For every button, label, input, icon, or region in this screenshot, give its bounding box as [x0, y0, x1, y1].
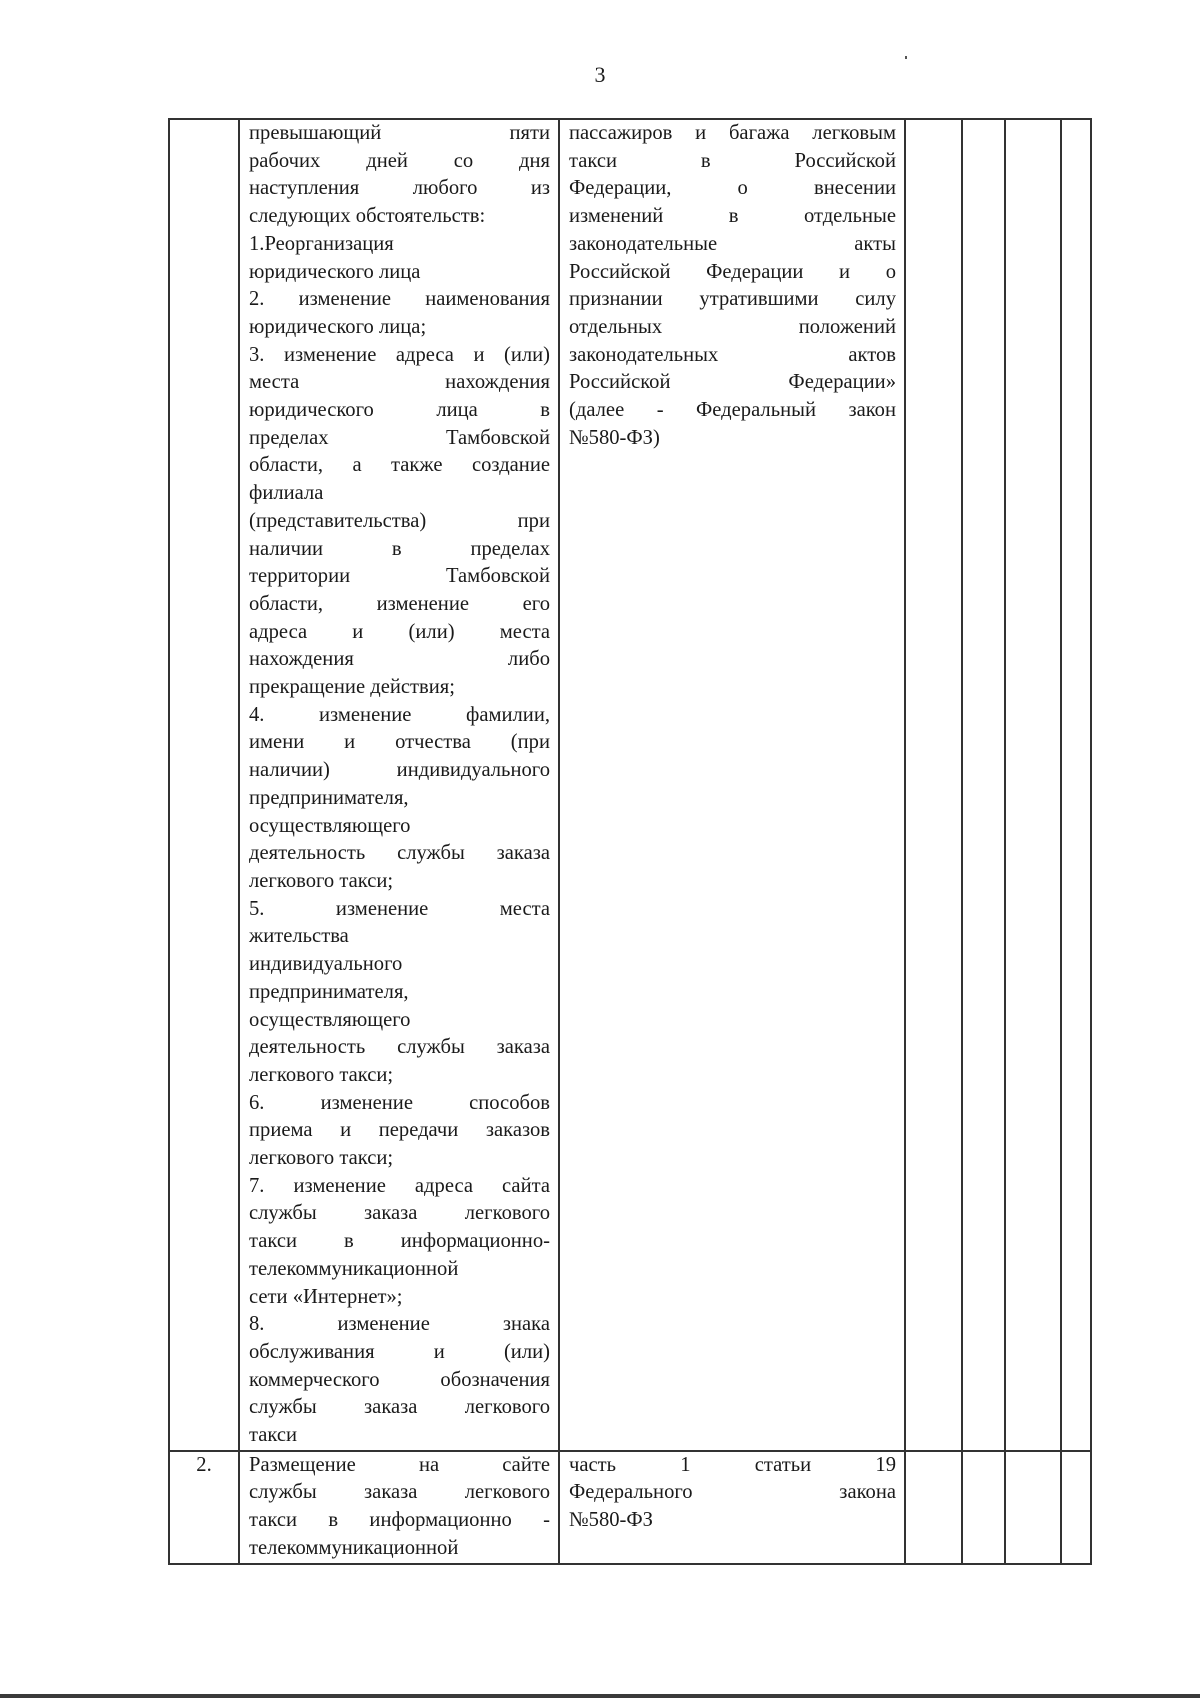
description-line: имени и отчества (при [249, 731, 550, 754]
description-line: такси [249, 1424, 298, 1447]
description-line: наличии в пределах [249, 537, 550, 560]
description-line: рабочих дней со дня [249, 149, 550, 172]
legal-basis-line: законодательные акты [569, 232, 896, 255]
description-line: предпринимателя, [249, 980, 409, 1003]
description-line: сети «Интернет»; [249, 1285, 403, 1308]
description-line: легкового такси; [249, 1147, 394, 1170]
description-line: превышающий пяти [249, 122, 550, 144]
empty-cell [905, 1451, 962, 1564]
description-line: легкового такси; [249, 869, 394, 892]
bottom-rule [0, 1694, 1200, 1698]
description-line: службы заказа легкового [249, 1396, 550, 1419]
description-line: прекращение действия; [249, 676, 455, 699]
description-line: наступления любого из [249, 177, 550, 200]
description-cell [239, 1451, 559, 1564]
description-line: места нахождения [249, 371, 550, 394]
legal-basis-line: Федерального закона [569, 1481, 896, 1504]
legal-basis-line: №580-ФЗ [569, 1509, 653, 1532]
description-line: осуществляющего [249, 814, 411, 837]
legal-basis-line: часть 1 статьи 19 [569, 1453, 896, 1476]
description-line: службы заказа легкового [249, 1202, 550, 1225]
description-line: 4. изменение фамилии, [249, 703, 550, 726]
description-line: 8. изменение знака [249, 1313, 550, 1336]
row-number-cell [169, 1451, 239, 1564]
legal-basis-line: (далее - Федеральный закон [569, 399, 896, 422]
legal-basis-cell [559, 1451, 905, 1564]
description-line: области, изменение его [249, 592, 550, 615]
empty-cell [1005, 1451, 1061, 1564]
description-line: телекоммуникационной [249, 1536, 459, 1559]
description-cell [239, 119, 559, 1451]
requirements-table [168, 118, 1092, 1565]
description-line: области, а также создание [249, 454, 550, 477]
legal-basis-line: отдельных положений [569, 315, 896, 338]
empty-cell [1061, 1451, 1091, 1564]
legal-basis-line: признании утратившими силу [569, 288, 896, 311]
description-line: индивидуального [249, 953, 403, 976]
description-line: телекоммуникационной [249, 1257, 459, 1280]
description-line: адреса и (или) места [249, 620, 550, 643]
description-line: приема и передачи заказов [249, 1119, 550, 1142]
description-line: 1.Реорганизация [249, 232, 394, 255]
description-line: юридического лица [249, 260, 421, 283]
description-line: коммерческого обозначения [249, 1368, 550, 1391]
description-line: пределах Тамбовской [249, 426, 550, 449]
legal-basis-cell [559, 119, 905, 1451]
description-line: деятельность службы заказа [249, 842, 550, 865]
description-line: службы заказа легкового [249, 1481, 550, 1504]
description-line: юридического лица; [249, 315, 427, 338]
description-line: такси в информационно- [249, 1230, 550, 1253]
legal-basis-line: №580-ФЗ) [569, 426, 660, 449]
legal-basis-line: законодательных актов [569, 343, 896, 366]
table-row [169, 1451, 1091, 1564]
description-line: такси в информационно - [249, 1509, 550, 1532]
description-line: 2. изменение наименования [249, 288, 550, 311]
description-line: 6. изменение способов [249, 1091, 550, 1114]
legal-basis-line: такси в Российской [569, 149, 896, 172]
legal-basis-line: пассажиров и багажа легковым [569, 122, 896, 144]
description-line: 7. изменение адреса сайта [249, 1174, 550, 1197]
table-row [169, 119, 1091, 1451]
description-line: обслуживания и (или) [249, 1340, 550, 1363]
description-line: филиала [249, 482, 324, 505]
description-line: юридического лица в [249, 399, 550, 422]
table-body [169, 119, 1091, 1564]
legal-basis-line: изменений в отдельные [569, 205, 896, 228]
description-line: жительства [249, 925, 349, 948]
description-line: предпринимателя, [249, 786, 409, 809]
description-line: (представительства) при [249, 509, 550, 532]
empty-cell [1005, 119, 1061, 1451]
description-line: нахождения либо [249, 648, 550, 671]
legal-basis-line: Российской Федерации и о [569, 260, 896, 283]
legal-basis-line: Федерации, о внесении [569, 177, 896, 200]
description-line: Размещение на сайте [249, 1453, 550, 1476]
legal-basis-line: Российской Федерации» [569, 371, 896, 394]
empty-cell [962, 1451, 1005, 1564]
description-line: территории Тамбовской [249, 565, 550, 588]
scan-speck [905, 56, 907, 59]
description-line: деятельность службы заказа [249, 1036, 550, 1059]
empty-cell [962, 119, 1005, 1451]
empty-cell [1061, 119, 1091, 1451]
empty-cell [905, 119, 962, 1451]
description-line: 3. изменение адреса и (или) [249, 343, 550, 366]
description-line: следующих обстоятельств: [249, 205, 486, 228]
description-line: легкового такси; [249, 1063, 394, 1086]
description-line: наличии) индивидуального [249, 759, 550, 782]
page-number: 3 [594, 62, 606, 87]
row-number-cell [169, 119, 239, 1451]
row-number: 2. [196, 1453, 212, 1476]
description-line: осуществляющего [249, 1008, 411, 1031]
description-line: 5. изменение места [249, 897, 550, 920]
